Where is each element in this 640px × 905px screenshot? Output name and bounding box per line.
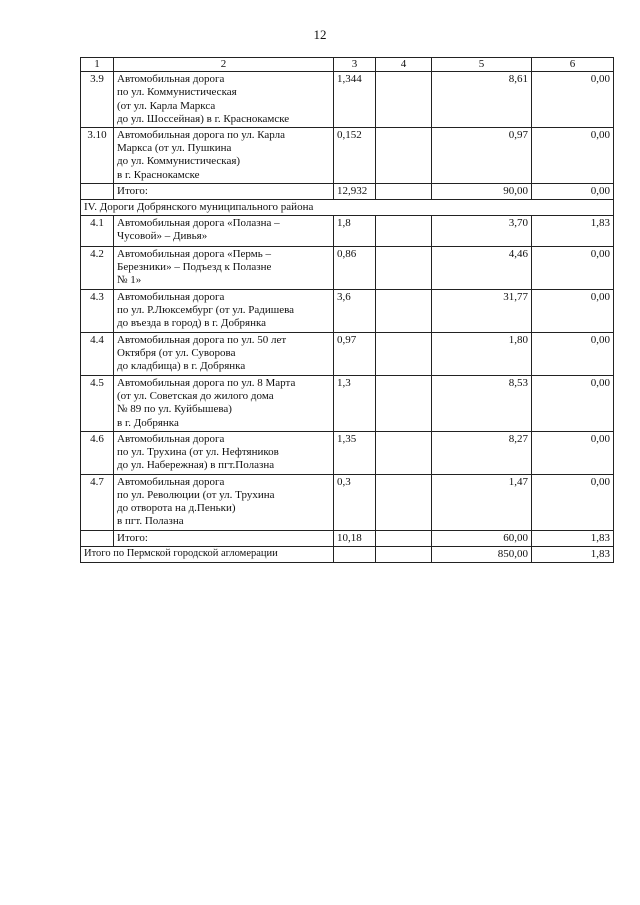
road-length: 0,97 [334, 333, 376, 376]
road-length: 1,35 [334, 431, 376, 474]
table-row [81, 333, 614, 376]
page-number: 12 [313, 27, 327, 42]
road-name: Автомобильная дорога по ул. Коммунистическая (от ул. Карла Маркса до ул. Шоссейная) в г. Краснокамске [114, 72, 334, 128]
subtotal-column-5: 90,00 [432, 183, 532, 199]
column-5-value: 1,80 [432, 333, 532, 376]
row-number: 4.4 [81, 333, 114, 376]
road-name: Автомобильная дорога «Пермь – Березники» – Подъезд к Полазне № 1» [114, 247, 334, 290]
column-5-value: 4,46 [432, 247, 532, 290]
column-4-value [376, 72, 432, 128]
column-4-value [376, 376, 432, 432]
section-heading-row [81, 199, 614, 215]
subtotal-column-6: 0,00 [532, 183, 614, 199]
column-6-value: 0,00 [532, 333, 614, 376]
row-number: 4.6 [81, 431, 114, 474]
column-5-value: 8,61 [432, 72, 532, 128]
road-name: Автомобильная дорога «Полазна – Чусовой» – Дивья» [114, 216, 334, 247]
road-name: Автомобильная дорога по ул. 8 Марта (от ул. Советская до жилого дома № 89 по ул. Куйбышева) в г. Добрянка [114, 376, 334, 432]
subtotal-row [81, 183, 614, 199]
column-4-value [376, 216, 432, 247]
column-6-value: 0,00 [532, 247, 614, 290]
column-5-value: 31,77 [432, 290, 532, 333]
grand-total-label: Итого по Пермской городской агломерации [81, 546, 334, 562]
row-number: 4.3 [81, 290, 114, 333]
column-5-value: 1,47 [432, 474, 532, 530]
subtotal-length: 12,932 [334, 183, 376, 199]
road-length: 0,3 [334, 474, 376, 530]
subtotal-label: Итого: [114, 530, 334, 546]
grand-total-column-4 [376, 546, 432, 562]
column-5-value: 3,70 [432, 216, 532, 247]
subtotal-column-4 [376, 530, 432, 546]
subtotal-length: 10,18 [334, 530, 376, 546]
table-row [81, 72, 614, 128]
column-5-value: 0,97 [432, 127, 532, 183]
section-heading: IV. Дороги Добрянского муниципального района [81, 199, 614, 215]
subtotal-column-4 [376, 183, 432, 199]
road-name: Автомобильная дорога по ул. 50 лет Октября (от ул. Суворова до кладбища) в г. Добрянка [114, 333, 334, 376]
road-length: 1,344 [334, 72, 376, 128]
column-header-6: 6 [532, 58, 614, 72]
column-6-value: 0,00 [532, 431, 614, 474]
grand-total-column-3 [334, 546, 376, 562]
subtotal-label: Итого: [114, 183, 334, 199]
road-name: Автомобильная дорога по ул. Революции (от ул. Трухина до отворота на д.Пеньки) в пгт. Полазна [114, 474, 334, 530]
subtotal-empty-cell [81, 530, 114, 546]
road-name: Автомобильная дорога по ул. Р.Люксембург (от ул. Радишева до въезда в город) в г. Добрянка [114, 290, 334, 333]
row-number: 3.9 [81, 72, 114, 128]
column-6-value: 0,00 [532, 474, 614, 530]
column-6-value: 0,00 [532, 127, 614, 183]
column-header-3: 3 [334, 58, 376, 72]
column-header-1: 1 [81, 58, 114, 72]
column-4-value [376, 474, 432, 530]
column-4-value [376, 431, 432, 474]
row-number: 4.1 [81, 216, 114, 247]
subtotal-row [81, 530, 614, 546]
column-header-2: 2 [114, 58, 334, 72]
row-number: 4.2 [81, 247, 114, 290]
table-row [81, 216, 614, 247]
column-header-4: 4 [376, 58, 432, 72]
table-row [81, 474, 614, 530]
road-length: 3,6 [334, 290, 376, 333]
road-name: Автомобильная дорога по ул. Карла Маркса (от ул. Пушкина до ул. Коммунистическая) в г. Краснокамске [114, 127, 334, 183]
subtotal-empty-cell [81, 183, 114, 199]
table-row [81, 127, 614, 183]
grand-total-column-6: 1,83 [532, 546, 614, 562]
column-header-row [81, 58, 614, 72]
column-6-value: 0,00 [532, 72, 614, 128]
column-6-value: 1,83 [532, 216, 614, 247]
column-4-value [376, 247, 432, 290]
table-row [81, 247, 614, 290]
column-4-value [376, 290, 432, 333]
table-row [81, 376, 614, 432]
column-4-value [376, 127, 432, 183]
table-row [81, 431, 614, 474]
road-length: 0,152 [334, 127, 376, 183]
road-length: 0,86 [334, 247, 376, 290]
column-header-5: 5 [432, 58, 532, 72]
row-number: 3.10 [81, 127, 114, 183]
road-length: 1,3 [334, 376, 376, 432]
grand-total-column-5: 850,00 [432, 546, 532, 562]
column-5-value: 8,27 [432, 431, 532, 474]
column-6-value: 0,00 [532, 376, 614, 432]
table-row [81, 290, 614, 333]
subtotal-column-6: 1,83 [532, 530, 614, 546]
roads-table [80, 57, 614, 563]
row-number: 4.5 [81, 376, 114, 432]
subtotal-column-5: 60,00 [432, 530, 532, 546]
column-5-value: 8,53 [432, 376, 532, 432]
row-number: 4.7 [81, 474, 114, 530]
road-length: 1,8 [334, 216, 376, 247]
grand-total-row [81, 546, 614, 562]
road-name: Автомобильная дорога по ул. Трухина (от ул. Нефтяников до ул. Набережная) в пгт.Полазна [114, 431, 334, 474]
column-6-value: 0,00 [532, 290, 614, 333]
column-4-value [376, 333, 432, 376]
